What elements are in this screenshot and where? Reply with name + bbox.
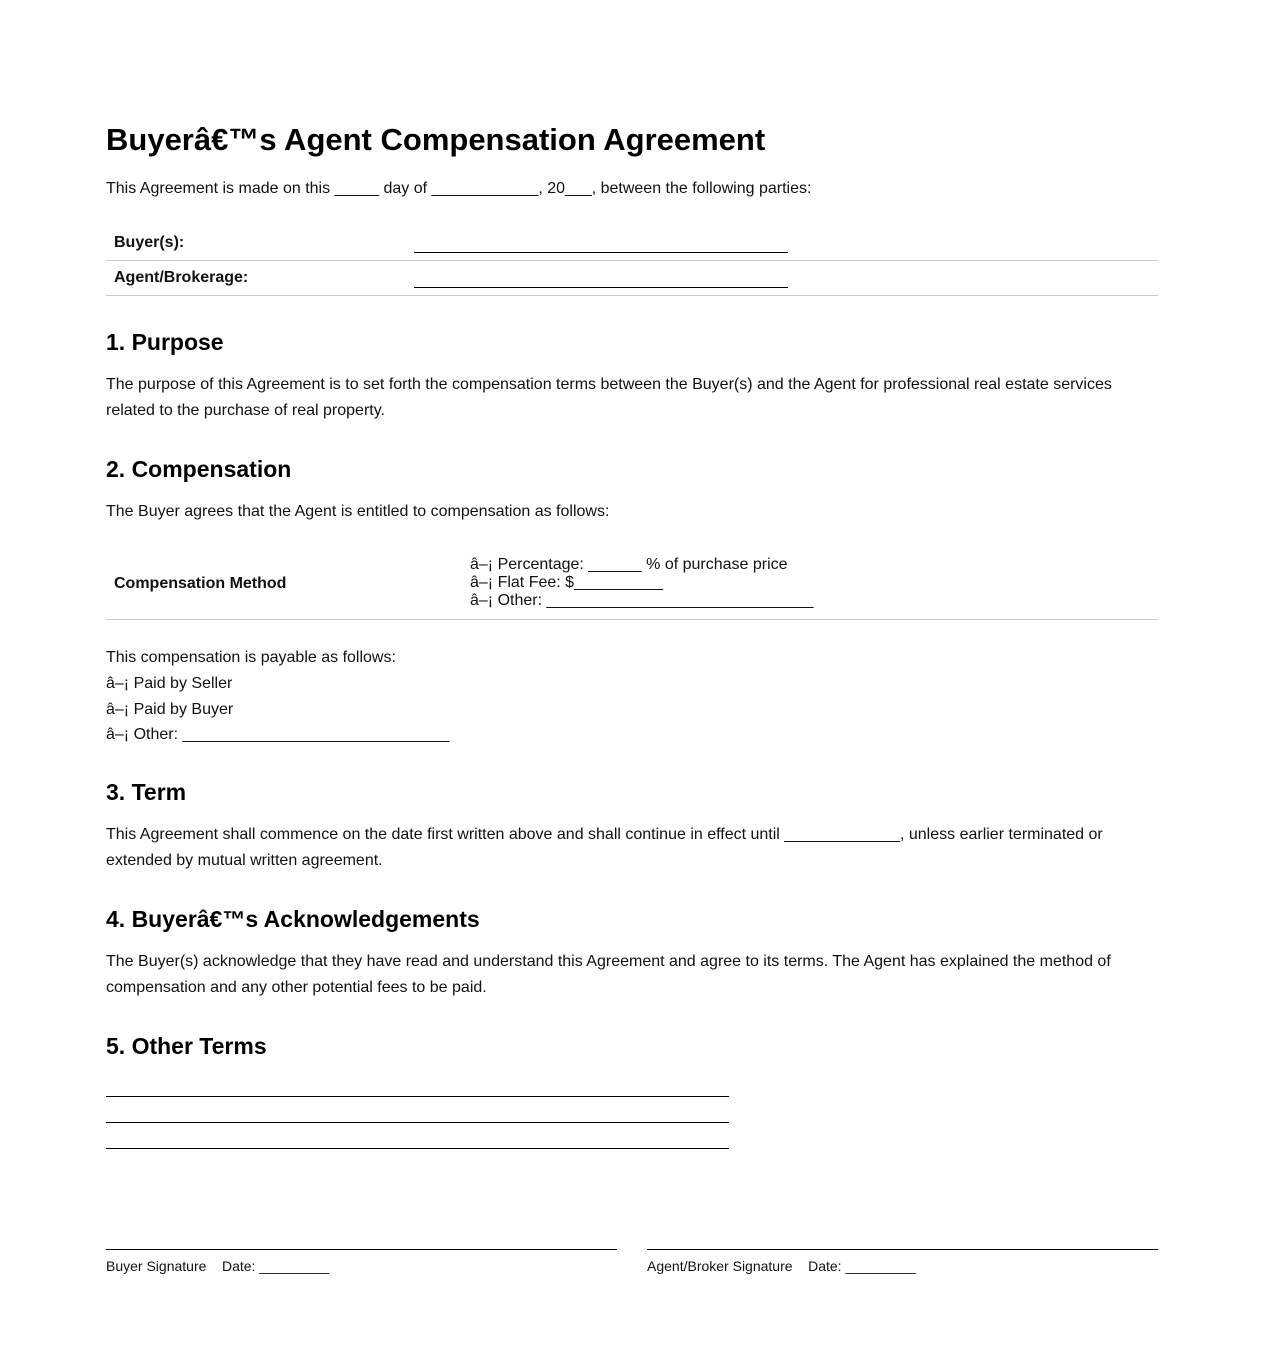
other-terms-line[interactable] <box>106 1123 729 1149</box>
checkbox-icon[interactable]: â–¡ <box>106 700 130 718</box>
term-text: This Agreement shall commence on the date first written above and shall continue in effect until _____________, unless earlier terminated or extended by mutual written agreement. <box>106 826 1103 869</box>
party-row-buyer <box>106 226 1158 261</box>
intro-text: This Agreement is made on this <box>106 180 335 197</box>
intro-paragraph <box>106 180 811 198</box>
compensation-method-label: Compensation Method <box>114 574 287 592</box>
agent-date-label: Date: <box>808 1258 842 1274</box>
intro-text: , 20 <box>538 180 566 197</box>
section-heading-compensation: 2. Compensation <box>106 456 292 482</box>
other-terms-lines <box>106 1096 729 1149</box>
option-flat-fee[interactable] <box>470 574 813 592</box>
agent-signature-label: Agent/Broker Signature <box>647 1258 793 1274</box>
option-other[interactable] <box>470 592 813 610</box>
buyer-date-field[interactable]: _________ <box>259 1258 330 1274</box>
option-label: Other: ______________________________ <box>497 592 814 609</box>
document-title: Buyerâ€™s Agent Compensation Agreement <box>106 122 766 157</box>
agent-date-field[interactable]: _________ <box>845 1258 916 1274</box>
section-heading-term: 3. Term <box>106 779 187 805</box>
agent-signature-line[interactable] <box>647 1249 1158 1250</box>
payable-block <box>106 645 449 748</box>
option-label: Paid by Buyer <box>133 700 234 718</box>
payable-option-seller[interactable] <box>106 671 449 697</box>
year-blank[interactable]: ___ <box>565 180 592 197</box>
agent-name-field[interactable] <box>414 269 788 288</box>
agent-label: Agent/Brokerage: <box>114 269 249 286</box>
compensation-text: The Buyer agrees that the Agent is entitled to compensation as follows: <box>106 503 610 520</box>
buyer-signature-line[interactable] <box>106 1249 617 1250</box>
section-heading-purpose: 1. Purpose <box>106 329 224 355</box>
section-heading-other-terms: 5. Other Terms <box>106 1033 267 1059</box>
agent-signature-block <box>647 1249 1158 1274</box>
option-label: Paid by Seller <box>133 674 233 692</box>
payable-option-buyer[interactable] <box>106 697 449 723</box>
checkbox-icon[interactable]: â–¡ <box>470 592 494 609</box>
party-row-agent <box>106 261 1158 296</box>
checkbox-icon[interactable]: â–¡ <box>470 574 494 591</box>
checkbox-icon[interactable]: â–¡ <box>106 726 130 744</box>
intro-text: day of <box>379 180 432 197</box>
buyer-signature-block <box>106 1249 617 1274</box>
buyer-date-label: Date: <box>221 1258 256 1274</box>
checkbox-icon[interactable]: â–¡ <box>106 674 130 692</box>
section-heading-acknowledgements: 4. Buyerâ€™s Acknowledgements <box>106 906 480 932</box>
day-blank[interactable]: _____ <box>334 180 380 197</box>
acknowledgements-text: The Buyer(s) acknowledge that they have read and understand this Agreement and agree to its terms. The Agent has explained the method of compensation and any other potential fees to be paid. <box>106 953 1111 996</box>
option-label: Other: ______________________________ <box>133 726 450 744</box>
payable-option-other[interactable] <box>106 722 449 748</box>
buyer-name-field[interactable] <box>414 234 788 253</box>
buyer-signature-label: Buyer Signature <box>106 1258 207 1274</box>
month-blank[interactable]: ____________ <box>431 180 539 197</box>
compensation-method-table <box>106 548 1158 620</box>
option-label: Percentage: ______ % of purchase price <box>497 556 788 573</box>
option-percentage[interactable] <box>470 556 813 574</box>
purpose-text: The purpose of this Agreement is to set forth the compensation terms between the Buyer(s) and the Agent for professional real estate services related to the purchase of real property. <box>106 376 1112 419</box>
intro-text: , between the following parties: <box>591 180 812 197</box>
checkbox-icon[interactable]: â–¡ <box>470 556 494 573</box>
payable-intro: This compensation is payable as follows: <box>106 649 396 666</box>
parties-table <box>106 226 1158 296</box>
other-terms-line[interactable] <box>106 1097 729 1123</box>
option-label: Flat Fee: $__________ <box>497 574 664 591</box>
buyer-label: Buyer(s): <box>114 234 185 251</box>
compensation-method-options <box>470 548 813 619</box>
